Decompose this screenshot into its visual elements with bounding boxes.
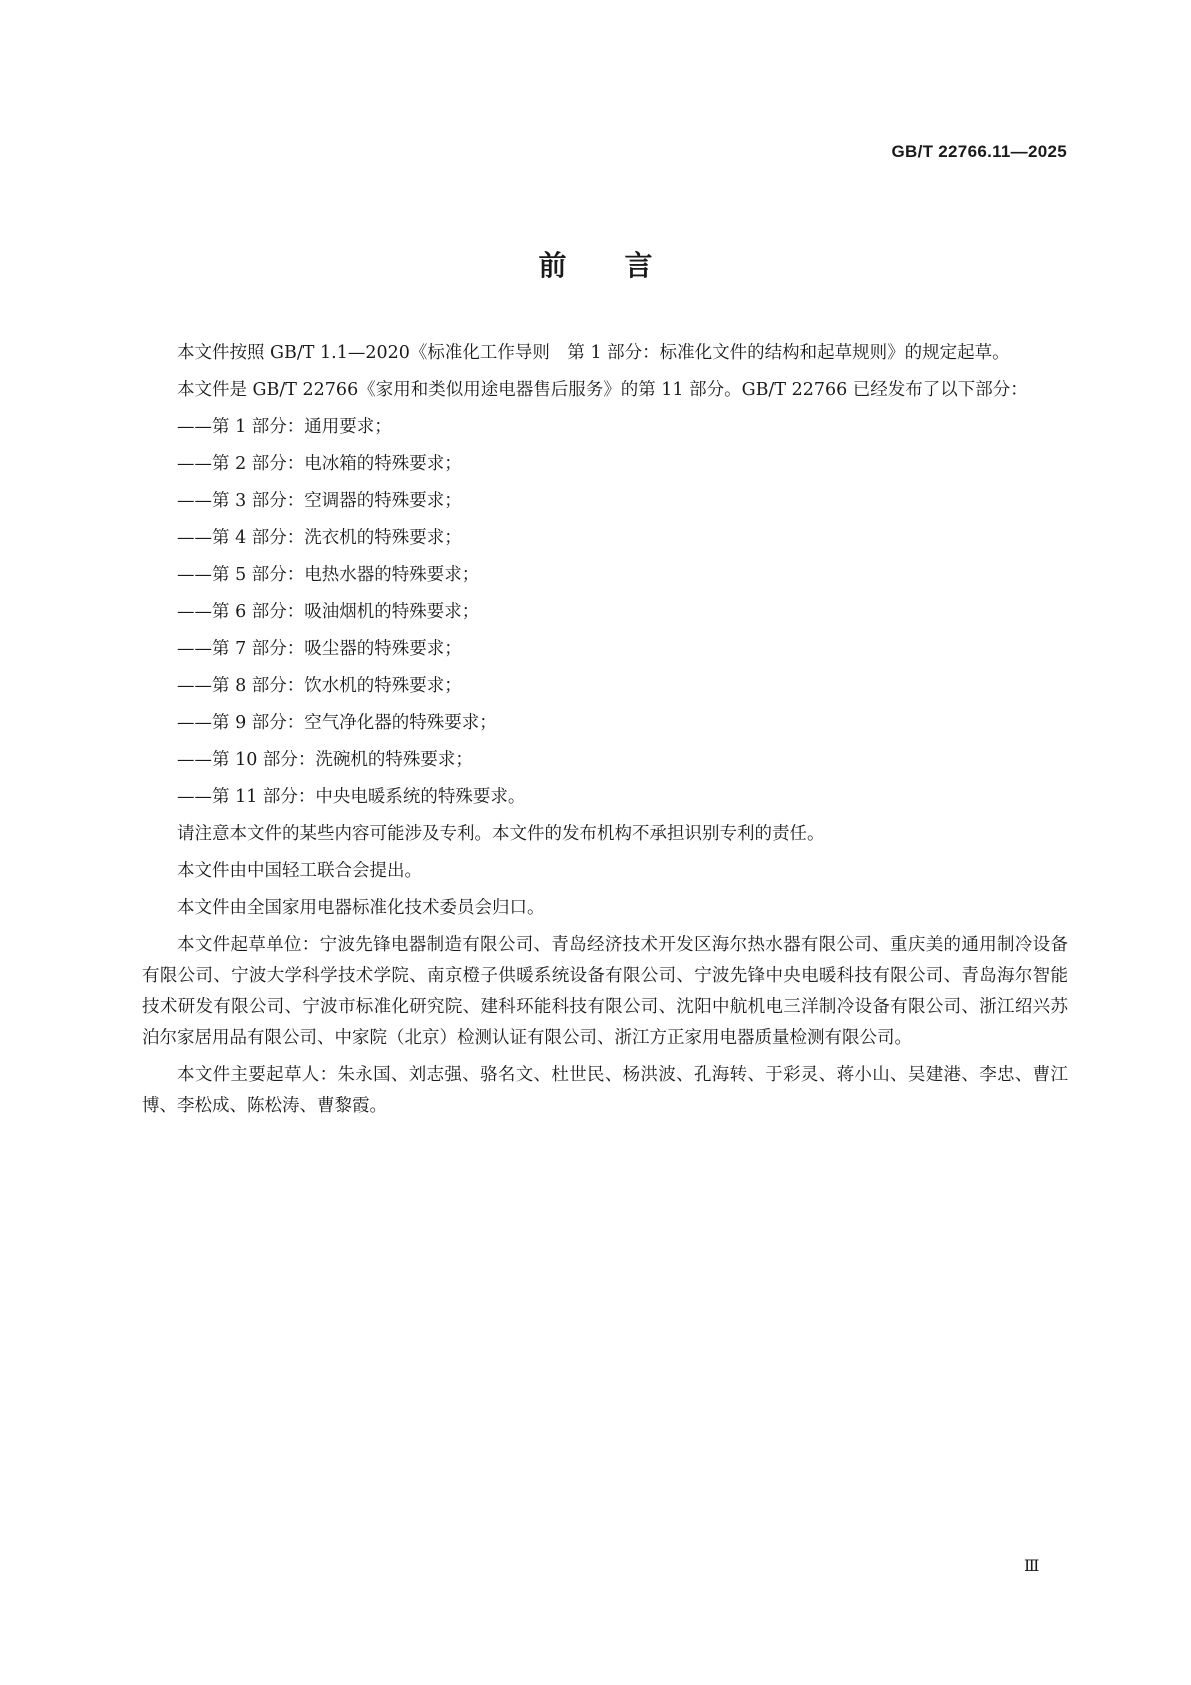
list-item: ——第 4 部分：洗衣机的特殊要求； — [177, 528, 462, 548]
list-item: ——第 5 部分：电热水器的特殊要求； — [177, 565, 480, 585]
standard-code: GB/T 22766.11—2025 — [891, 142, 1067, 161]
page-title: 前言 — [538, 249, 711, 282]
list-item: ——第 2 部分：电冰箱的特殊要求； — [177, 454, 462, 474]
list-item: ——第 6 部分：吸油烟机的特殊要求； — [177, 602, 480, 622]
list-item: ——第 8 部分：饮水机的特殊要求； — [177, 676, 462, 696]
list-item: ——第 10 部分：洗碗机的特殊要求； — [177, 750, 473, 770]
list-item: ——第 9 部分：空气净化器的特殊要求； — [177, 713, 497, 733]
paragraph-series-intro: 本文件是 GB/T 22766《家用和类似用途电器售后服务》的第 11 部分。GB/T 22766 已经发布了以下部分： — [177, 380, 1028, 400]
paragraph-drafting-units: 本文件起草单位：宁波先锋电器制造有限公司、青岛经济技术开发区海尔热水器有限公司、重庆美的通用制冷设备有限公司、宁波大学科学技术学院、南京橙子供暖系统设备有限公司、宁波先锋中央电暖科技有限公司、青岛海尔智能技术研发有限公司、宁波市标准化研究院、建科环能科技有限公司、沈阳中航机电三洋制冷设备有限公司、浙江绍兴苏泊尔家居用品有限公司、中家院（北京）检测认证有限公司、浙江方正家用电器质量检测有限公司。 — [142, 935, 1068, 1048]
foreword-body — [142, 338, 1068, 1128]
paragraph-committee: 本文件由全国家用电器标准化技术委员会归口。 — [177, 898, 545, 918]
parts-list — [142, 412, 1068, 813]
list-item: ——第 7 部分：吸尘器的特殊要求； — [177, 639, 462, 659]
list-item: ——第 3 部分：空调器的特殊要求； — [177, 491, 462, 511]
paragraph-proposer: 本文件由中国轻工联合会提出。 — [177, 861, 422, 881]
list-item: ——第 1 部分：通用要求； — [177, 417, 392, 437]
page-number: Ⅲ — [1024, 1558, 1040, 1575]
paragraph-drafters: 本文件主要起草人：朱永国、刘志强、骆名文、杜世民、杨洪波、孔海转、于彩灵、蒋小山、吴建港、李忠、曹江博、李松成、陈松涛、曹黎霞。 — [142, 1065, 1068, 1116]
paragraph-patent-notice: 请注意本文件的某些内容可能涉及专利。本文件的发布机构不承担识别专利的责任。 — [177, 824, 825, 844]
list-item: ——第 11 部分：中央电暖系统的特殊要求。 — [177, 787, 526, 807]
paragraph-drafting-rules: 本文件按照 GB/T 1.1—2020《标准化工作导则 第 1 部分：标准化文件的结构和起草规则》的规定起草。 — [177, 343, 1010, 363]
